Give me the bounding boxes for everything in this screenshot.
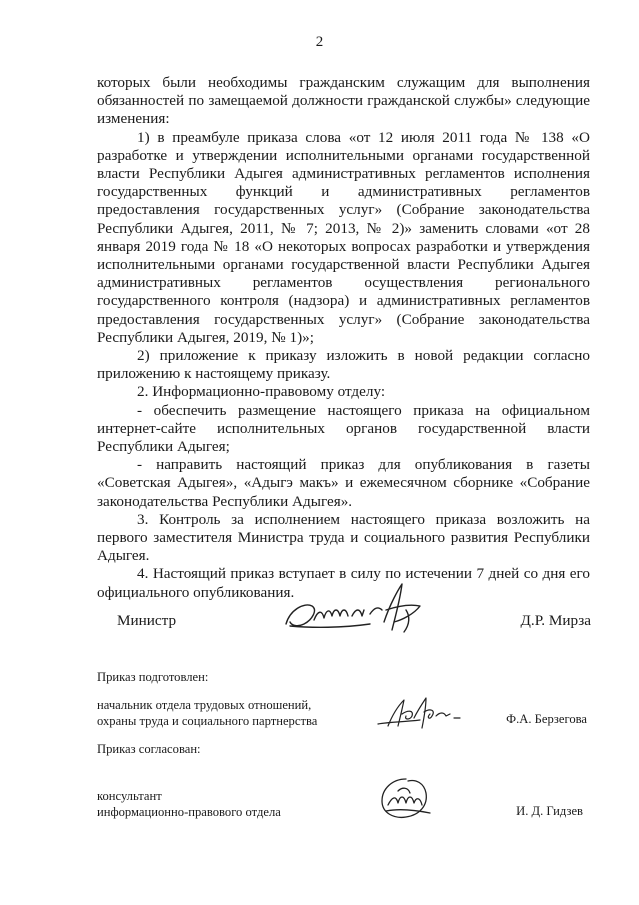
agreed-heading: Приказ согласован:	[97, 742, 201, 756]
paragraph-section-3: 3. Контроль за исполнением настоящего приказа возложить на первого заместителя Министра труда и социального развития Республики Адыгея.	[97, 510, 590, 565]
agreed-by-role	[97, 788, 281, 820]
prepared-role-line-1: начальник отдела трудовых отношений,	[97, 698, 312, 712]
prepared-signature	[374, 692, 470, 732]
prepared-role-line-2: охраны труда и социального партнерства	[97, 714, 318, 728]
paragraph-continuation: которых были необходимы гражданским служащим для выполнения обязанностей по замещаемой должности гражданской службы» следующие изменения:	[97, 74, 590, 128]
minister-title: Министр	[117, 612, 177, 629]
paragraph-bullet-publish-newspaper: - направить настоящий приказ для опубликования в газеты «Советская Адыгея», «Адыгэ макъ» и ежемесячном сборнике «Собрание законодательства Республики Адыгея».	[97, 456, 590, 510]
paragraph-item-1: 1) в преамбуле приказа слова «от 12 июля 2011 года № 138 «О разработке и утверждении исполнительными органами государственной власти Республики Адыгея административных регламентов исполнения государственных функций и административных регламентов предоставления государственных услуг» (Собрание законодательства Республики Адыгея, 2011, № 7; 2013, № 2)» заменить словами «от 28 января 2019 года № 18 «О некоторых вопросах разработки и утверждения исполнительными органами государственной власти Республики Адыгея административных регламентов осуществления регионального государственного контроля (надзора) и административных регламентов предоставления государственных услуг» (Собрание законодательства Республики Адыгея, 2019, № 1)»;	[97, 128, 590, 346]
agreed-signature	[376, 775, 436, 823]
agreed-role-line-1: консультант	[97, 789, 162, 803]
prepared-heading: Приказ подготовлен:	[97, 670, 209, 684]
minister-name: Д.Р. Мирза	[520, 612, 591, 629]
minister-signature	[282, 580, 452, 642]
prepared-by-role	[97, 697, 317, 729]
agreed-by-name: И. Д. Гидзев	[516, 804, 583, 818]
paragraph-section-4: 4. Настоящий приказ вступает в силу по истечении 7 дней со дня его официального опубликования.	[97, 565, 590, 601]
paragraph-section-2: 2. Информационно-правовому отделу:	[137, 383, 386, 401]
agreed-role-line-2: информационно-правового отдела	[97, 805, 281, 819]
prepared-by-name: Ф.А. Берзегова	[506, 712, 587, 726]
page-number: 2	[315, 34, 324, 50]
paragraph-item-2: 2) приложение к приказу изложить в новой редакции согласно приложению к настоящему приказу.	[97, 347, 590, 383]
document-body	[97, 74, 590, 602]
paragraph-bullet-publish-site: - обеспечить размещение настоящего приказа на официальном интернет-сайте исполнительных органов государственной власти Республики Адыгея;	[97, 401, 590, 456]
